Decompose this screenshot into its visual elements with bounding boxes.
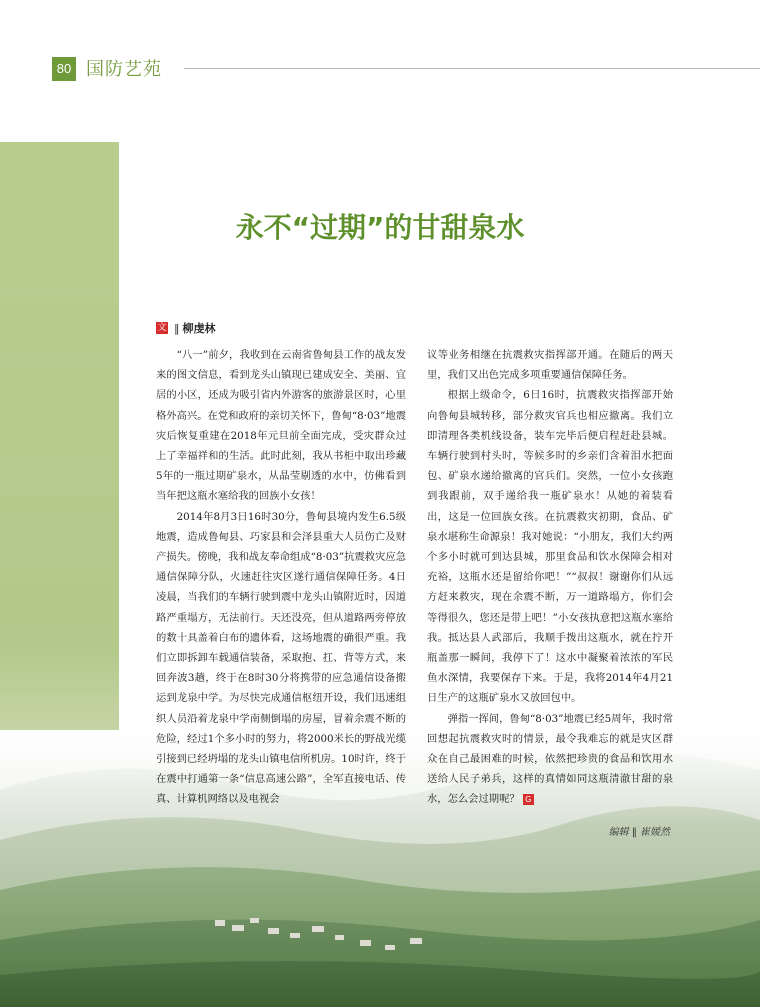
paragraph-text: 弹指一挥间，鲁甸“8·03”地震已经5周年，我时常回想起抗震救灾时的情景，最令我难忘的就是灾区群众在自己最困难的时候，依然把珍贵的食品和饮用水送给人民子弟兵，这样的真情如同这瓶清澈甘甜的泉水，怎么会过期呢？ [427,712,673,806]
paragraph: 2014年8月3日16时30分，鲁甸县境内发生6.5级地震，造成鲁甸县、巧家县和会泽县重大人员伤亡及财产损失。傍晚，我和战友奉命组成“8·03”抗震救灾应急通信保障分队，火速赶往灾区遂行通信保障任务。4日凌晨，当我们的车辆行驶到震中龙头山镇附近时，因道路严重塌方，无法前行。天还没亮，但从道路两旁停放的数十具盖着白布的遗体看，这场地震的确很严重。我们立即拆卸车载通信装备，采取抱、扛、背等方式，来回奔波3趟，终于在8时30分将携带的应急通信设备搬运到龙泉中学。为尽快完成通信枢纽开设，我们迅速组织人员沿着龙泉中学南侧倒塌的房屋，冒着余震不断的危险，经过1个多小时的努力，将2000米长的野战光缆引接到已经坍塌的龙头山镇电信所机房。10时许，终于在震中打通第一条“信息高速公路”，全军直接电话、传真、计算机网络以及电视会 [156,510,406,806]
header-rule [184,68,760,69]
end-mark-icon: G [523,794,534,805]
paragraph: 根据上级命令，6日16时，抗震救灾指挥部开始向鲁甸县城转移，部分救灾官兵也相应撤离。我们立即清理各类机线设备，装车完毕后便启程赶赴县城。车辆行驶到村头时，等候多时的乡亲们含着泪水把面包、矿泉水递给撤离的官兵们。突然，一位小女孩跑到我跟前，双手递给我一瓶矿泉水！从她的着装看出，这是一位回族女孩。在抗震救灾初期，食品、矿泉水堪称生命源泉！我对她说：“小朋友，我们大约两个多小时就可到达县城，那里食品和饮水保障会相对充裕，这瓶水还是留给你吧！”“叔叔！谢谢你们从远方赶来救灾，现在余震不断，万一道路塌方，你们会等得很久，您还是带上吧！”小女孩执意把这瓶水塞给我。抵达县人武部后，我顺手拨出这瓶水，就在拧开瓶盖那一瞬间，我停下了！这水中凝聚着浓浓的军民鱼水深情，我要保存下来。于是，我将2014年4月21日生产的这瓶矿泉水又放回包中。 [427,389,673,705]
editor-credit: 编辑 ‖ 崔媛然 [608,827,670,838]
byline-separator: ‖ [174,321,180,335]
author-name: 柳虔林 [182,322,216,335]
paragraph: “八一”前夕，我收到在云南省鲁甸县工作的战友发来的图文信息，看到龙头山镇现已建成安全、美丽、宜居的小区，还成为吸引省内外游客的旅游景区时，心里格外高兴。在党和政府的亲切关怀下，鲁甸“8·03”地震灾后恢复重建在2018年元旦前全面完成，受灾群众过上了幸福祥和的生活。此时此刻，我从书柜中取出珍藏5年的一瓶过期矿泉水，从晶莹剔透的水中，仿佛看到当年把这瓶水塞给我的回族小女孩！ [156,349,406,503]
paragraph-continuation: 议等业务相继在抗震救灾指挥部开通。在随后的两天里，我们又出色完成多项重要通信保障任务。 [427,349,673,382]
byline-tag: 文 [157,323,167,333]
byline [156,320,216,336]
article-title: 永不“过期”的甘甜泉水 [235,211,525,244]
article-column-left [156,345,406,810]
section-title: 国防艺苑 [86,59,162,80]
article-column-right [427,345,673,810]
paragraph-final [427,709,673,810]
page-number: 80 [52,57,76,81]
